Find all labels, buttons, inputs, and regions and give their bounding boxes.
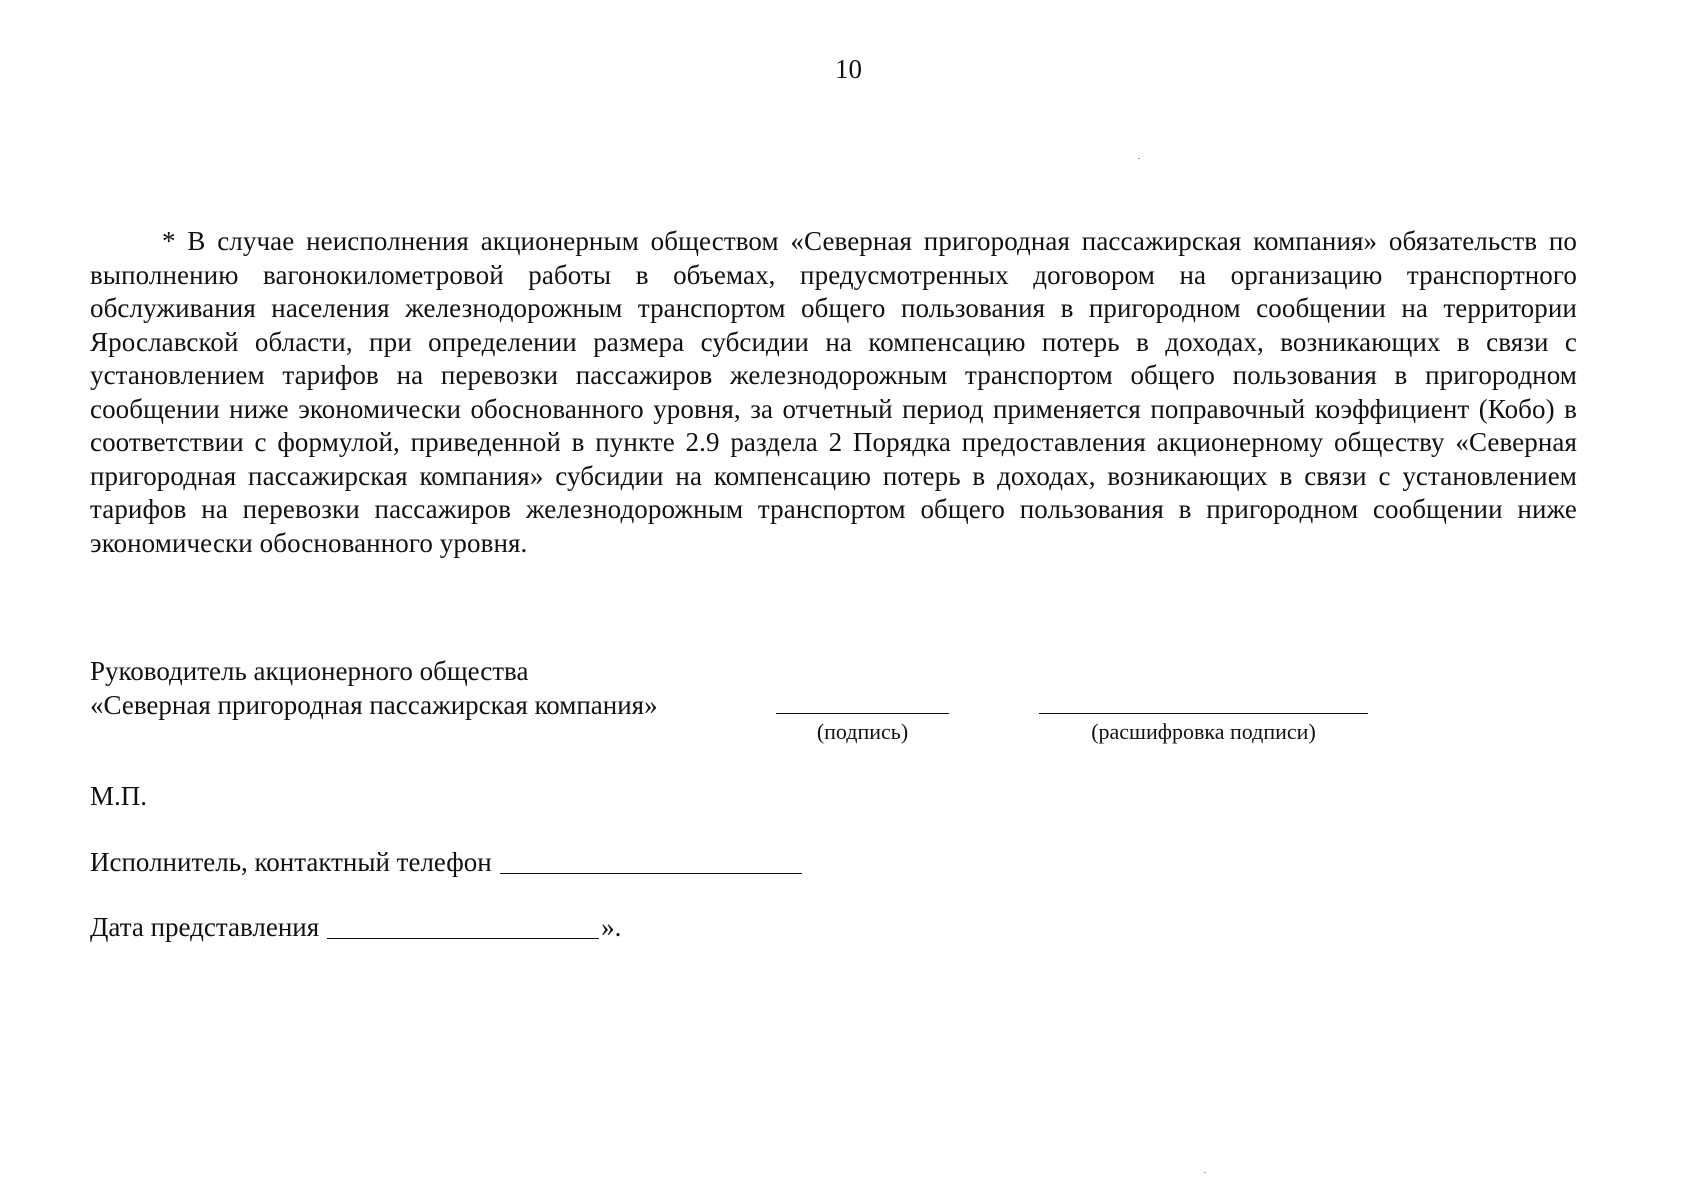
footnote-paragraph: * В случае неисполнения акционерным обществом «Северная пригородная пассажирская компания» обязательств по выполнению вагонокилометровой работы в объемах, предусмотренных договором на организацию транспортного обслуживания населения железнодорожным транспортом общего пользования в пригородном сообщении на территории Ярославской области, при определении размера субсидии на компенсацию потерь в доходах, возникающих в связи с установлением тарифов на перевозки пассажиров железнодорожным транспортом общего пользования в пригородном сообщении ниже экономически обоснованного уровня, за отчетный период применяется поправочный коэффициент (Кобо) в соответствии с формулой, приведенной в пункте 2.9 раздела 2 Порядка предоставления акционерному обществу «Северная пригородная пассажирская компания» субсидии на компенсацию потерь в доходах, возникающих в связи с установлением тарифов на перевозки пассажиров железнодорожным транспортом общего пользования в пригородном сообщении ниже экономически обоснованного уровня. bbox=[90, 226, 1577, 558]
contact-field-label: Исполнитель, контактный телефон bbox=[90, 847, 492, 877]
page-number: 10 bbox=[835, 54, 862, 84]
scan-speck bbox=[1138, 158, 1140, 159]
signature-caption: (подпись) bbox=[816, 719, 909, 744]
head-title-line2: «Северная пригородная пассажирская компания» bbox=[90, 690, 658, 720]
signature-blank-line bbox=[776, 713, 949, 714]
contact-field-row bbox=[90, 845, 802, 879]
signature-decode-blank-line bbox=[1039, 713, 1368, 714]
stamp-placeholder-label: М.П. bbox=[90, 781, 148, 811]
contact-blank-line bbox=[500, 847, 802, 874]
date-blank-line bbox=[327, 912, 599, 939]
date-field-suffix: ». bbox=[601, 912, 622, 942]
head-title-line1: Руководитель акционерного общества bbox=[90, 656, 529, 686]
date-field-label: Дата представления bbox=[90, 912, 320, 942]
date-field-row bbox=[90, 910, 621, 944]
scan-speck bbox=[1204, 1172, 1206, 1173]
signature-decode-caption: (расшифровка подписи) bbox=[1091, 719, 1316, 744]
